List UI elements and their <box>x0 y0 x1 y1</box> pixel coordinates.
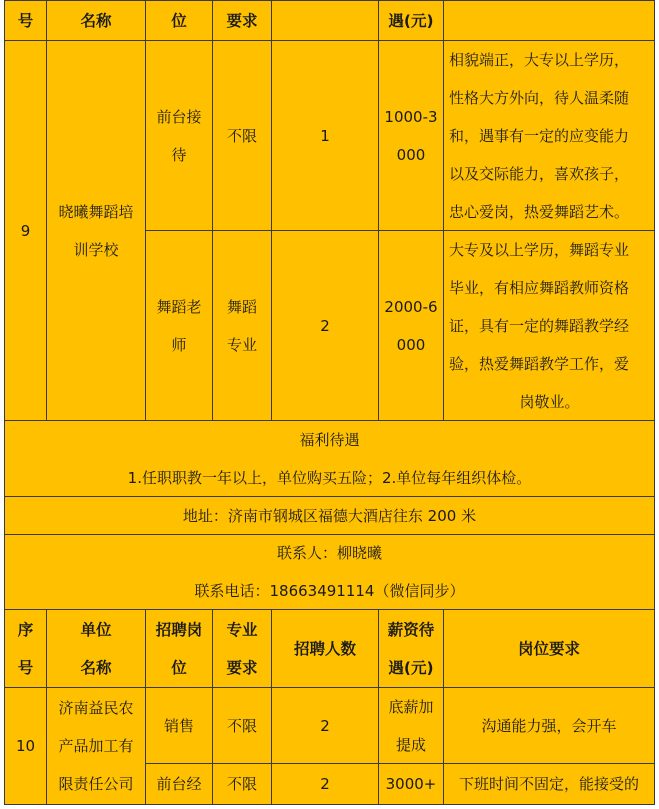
entry9-job2-count: 2 <box>320 316 330 335</box>
entry9-job1-salary-cell <box>378 40 444 231</box>
entry9-job2-post-line: 舞蹈老 <box>156 297 202 316</box>
entry9-job2-req-cell <box>443 230 655 421</box>
entry9-job1-req-line: 以及交际能力，喜欢孩子， <box>449 164 630 183</box>
address-cell <box>4 496 655 535</box>
entry10-job2-major-cell <box>212 763 272 805</box>
header2-unit-line: 名称 <box>80 658 112 677</box>
address-text: 地址：济南市钢城区福德大酒店往东 200 米 <box>182 506 477 525</box>
header-no-text: 号 <box>17 11 34 30</box>
entry9-job2-req-line: 大专及以上学历，舞蹈专业 <box>449 240 630 259</box>
entry9-job2-major-cell <box>212 230 272 421</box>
header-no-cell <box>4 0 47 41</box>
entry10-unit-line: 产品加工有 <box>58 737 134 755</box>
entry9-unit-line: 训学校 <box>73 240 119 259</box>
header2-no-line: 号 <box>17 658 34 677</box>
entry10-job2-req: 下班时间不固定，能接受的 <box>458 775 639 793</box>
header-major-text: 要求 <box>226 11 258 30</box>
entry10-job1-post-cell <box>145 687 213 764</box>
header2-count-text: 招聘人数 <box>293 639 356 658</box>
header2-salary-line: 薪资待 <box>387 620 435 639</box>
entry9-unit-line: 晓曦舞蹈培 <box>58 202 134 221</box>
header-major-cell <box>212 0 272 41</box>
header2-no-line: 序 <box>17 620 34 639</box>
entry9-job1-salary-line: 000 <box>396 145 426 164</box>
header2-salary-cell <box>378 609 444 688</box>
entry9-job2-post-cell <box>145 230 213 421</box>
header-post-text: 位 <box>171 11 187 30</box>
header2-no-cell <box>4 609 47 688</box>
header2-major-line: 要求 <box>226 658 258 677</box>
entry9-job1-req-line: 性格大方外向，待人温柔随 <box>449 88 630 107</box>
entry9-job1-salary-line: 1000-3 <box>384 107 438 126</box>
header2-post-line: 位 <box>171 658 187 677</box>
entry9-job2-post-line: 师 <box>171 335 187 354</box>
header-unit-cell <box>46 0 146 41</box>
entry10-job1-salary-line: 提成 <box>395 735 426 754</box>
entry10-unit-line: 济南益民农 <box>58 699 134 717</box>
header-req-cell <box>443 0 655 41</box>
entry9-no-cell <box>4 40 47 421</box>
entry10-unit-line: 限责任公司 <box>58 775 134 793</box>
entry9-job1-post-line: 前台接 <box>156 107 202 126</box>
entry9-job1-major-line: 不限 <box>226 126 257 145</box>
entry9-job1-post-cell <box>145 40 213 231</box>
contact-cell <box>4 534 655 610</box>
entry10-job2-count-cell <box>271 763 379 805</box>
header2-req-text: 岗位要求 <box>517 639 580 658</box>
entry9-job2-salary-cell <box>378 230 444 421</box>
contact-phone: 联系电话：18663491114（微信同步） <box>194 582 465 600</box>
entry10-unit-cell <box>46 687 146 805</box>
header-salary-text: 遇(元) <box>388 11 434 30</box>
header2-post-line: 招聘岗 <box>155 620 203 639</box>
entry9-job1-req-line: 忠心爱岗，热爱舞蹈艺术。 <box>449 202 630 221</box>
entry9-job2-major-line: 舞蹈 <box>226 297 257 316</box>
entry9-job2-req-line: 岗敬业。 <box>519 392 580 411</box>
entry10-job1-major: 不限 <box>226 716 257 735</box>
entry9-job1-req-line: 和，遇事有一定的应变能力 <box>449 126 630 145</box>
entry9-job2-req-line: 验，热爱舞蹈教学工作，爱 <box>449 354 630 373</box>
welfare-cell <box>4 420 655 497</box>
entry10-job2-salary: 3000+ <box>385 775 437 793</box>
entry10-job2-major: 不限 <box>226 775 257 793</box>
header-salary-cell <box>378 0 444 41</box>
entry9-job1-post-line: 待 <box>171 145 187 164</box>
header2-count-cell <box>271 609 379 688</box>
welfare-text: 1.任职职教一年以上，单位购买五险；2.单位每年组织体检。 <box>127 468 532 487</box>
entry10-no-cell <box>4 687 47 805</box>
entry10-job1-req-cell <box>443 687 655 764</box>
entry10-job2-post: 前台经 <box>156 775 202 793</box>
entry9-job2-salary-line: 2000-6 <box>384 297 438 316</box>
entry9-unit-cell <box>46 40 146 421</box>
entry9-job1-count-cell <box>271 40 379 231</box>
entry9-job1-major-cell <box>212 40 272 231</box>
header-count-cell <box>271 0 379 41</box>
contact-person: 联系人：柳晓曦 <box>276 544 382 562</box>
entry9-job2-major-line: 专业 <box>226 335 257 354</box>
entry10-job1-count-cell <box>271 687 379 764</box>
entry10-job1-req: 沟通能力强，会开车 <box>481 716 617 735</box>
header2-req-cell <box>443 609 655 688</box>
entry10-job1-count: 2 <box>320 716 330 735</box>
welfare-title: 福利待遇 <box>299 430 360 449</box>
entry10-job1-salary-line: 底薪加 <box>388 697 434 716</box>
entry9-job1-req-line: 相貌端正，大专以上学历， <box>449 50 630 69</box>
header-post-cell <box>145 0 213 41</box>
header2-unit-line: 单位 <box>80 620 112 639</box>
entry10-job2-count: 2 <box>320 775 330 793</box>
entry9-job2-req-line: 毕业，有相应舞蹈教师资格 <box>449 278 630 297</box>
entry9-job1-req-cell <box>443 40 655 231</box>
entry10-job1-major-cell <box>212 687 272 764</box>
entry10-job1-salary-cell <box>378 687 444 764</box>
header2-post-cell <box>145 609 213 688</box>
header2-unit-cell <box>46 609 146 688</box>
entry10-job2-post-cell <box>145 763 213 805</box>
entry9-job2-req-line: 证，具有一定的舞蹈教学经 <box>449 316 630 335</box>
header2-major-cell <box>212 609 272 688</box>
entry10-job2-req-cell <box>443 763 655 805</box>
header2-major-line: 专业 <box>226 620 258 639</box>
entry9-job2-salary-line: 000 <box>396 335 426 354</box>
header2-salary-line: 遇(元) <box>388 658 434 677</box>
entry9-job1-count: 1 <box>320 126 330 145</box>
entry9-job2-count-cell <box>271 230 379 421</box>
entry9-no: 9 <box>20 221 31 240</box>
header-unit-text: 名称 <box>80 11 112 30</box>
entry10-job2-salary-cell <box>378 763 444 805</box>
entry10-no: 10 <box>15 737 36 755</box>
entry10-job1-post: 销售 <box>163 716 194 735</box>
